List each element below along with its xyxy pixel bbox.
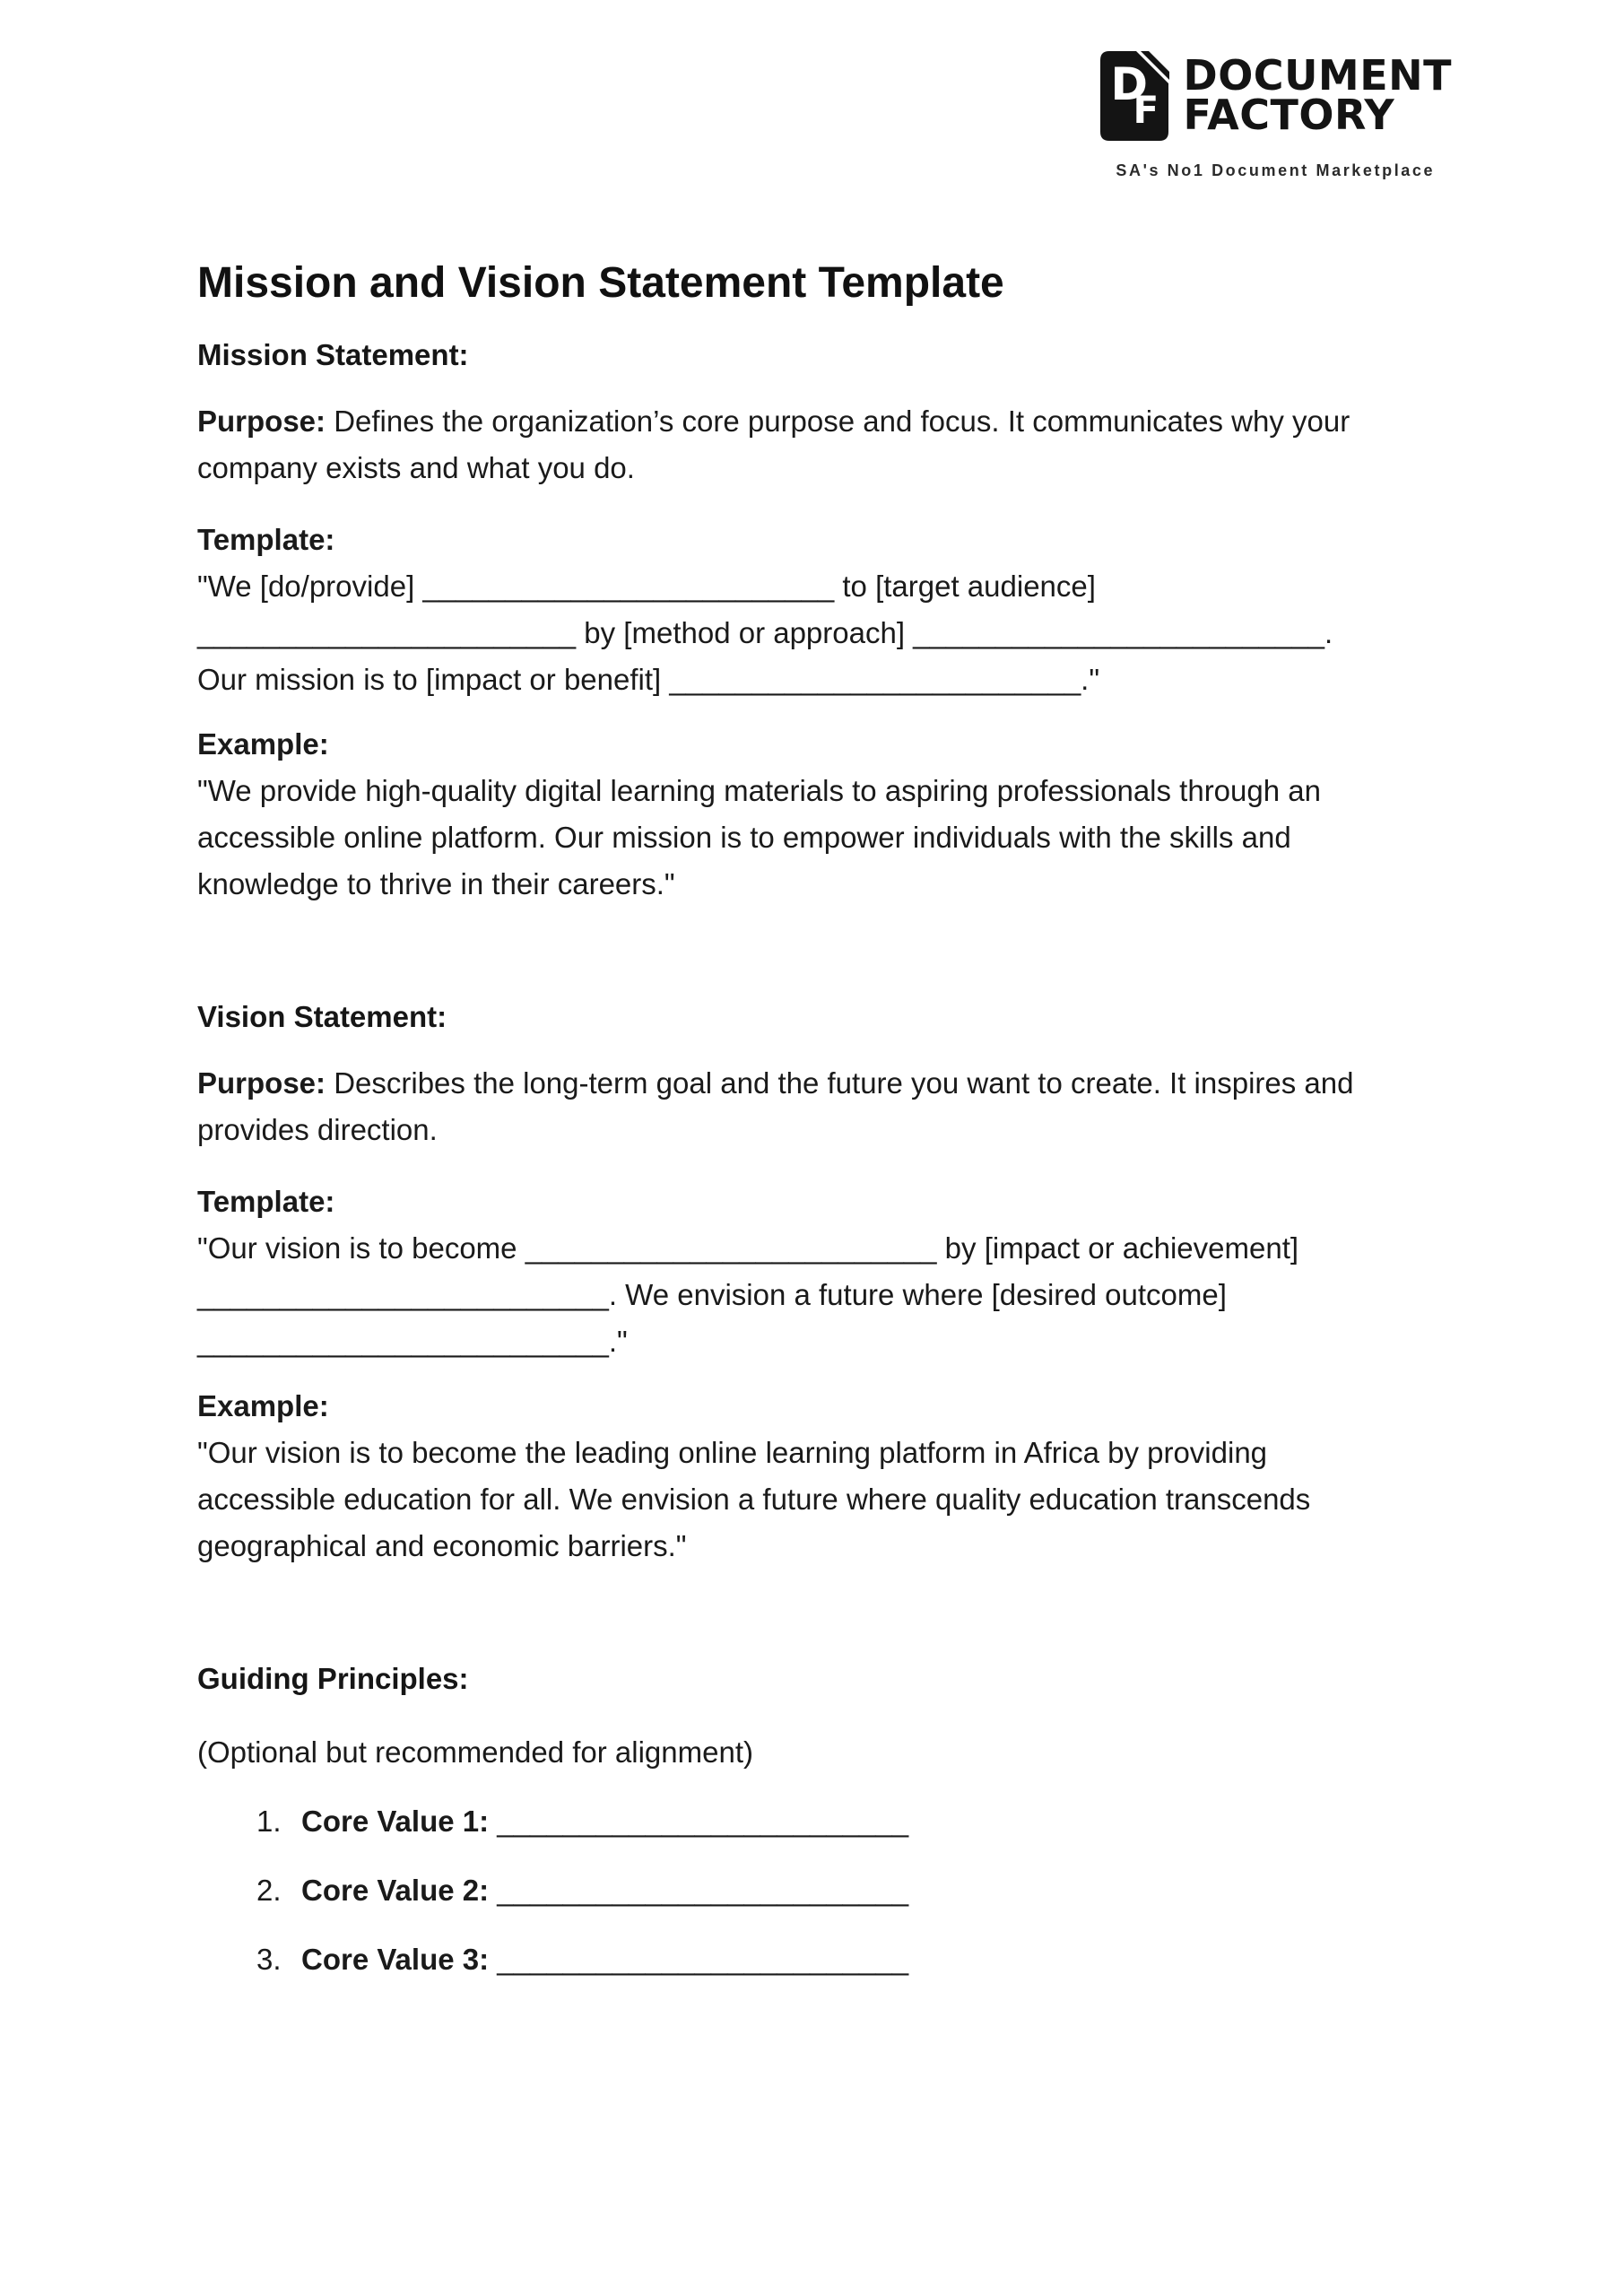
list-item-core-value-2 bbox=[197, 1867, 1435, 1914]
vision-template-block bbox=[197, 1178, 1435, 1365]
mission-example-label: Example: bbox=[197, 727, 329, 761]
vision-purpose-line1-text: Describes the long-term goal and the future you want to create. It inspires and bbox=[334, 1066, 1354, 1100]
guiding-principles-note: (Optional but recommended for alignment) bbox=[197, 1735, 753, 1769]
icon-letter-d: D bbox=[1110, 58, 1149, 110]
icon-letter-f: F bbox=[1133, 88, 1159, 132]
mission-purpose-line1-text: Defines the organization’s core purpose and focus. It communicates why your bbox=[334, 404, 1350, 438]
page-title: Mission and Vision Statement Template bbox=[197, 259, 1004, 307]
mission-template-line2: _______________________ by [method or approach] _________________________. bbox=[197, 616, 1333, 649]
list-item-core-value-3 bbox=[197, 1936, 1435, 1983]
list-number-2: 2. bbox=[256, 1874, 282, 1907]
list-number-1: 1. bbox=[256, 1805, 282, 1838]
document-content bbox=[197, 0, 1435, 1983]
core-value-3-blank: _________________________ bbox=[497, 1943, 909, 1976]
mission-purpose-line1 bbox=[197, 398, 1435, 445]
core-value-2-label: Core Value 2: bbox=[301, 1874, 490, 1907]
mission-purpose-line2: company exists and what you do. bbox=[197, 451, 635, 484]
vision-purpose-paragraph bbox=[197, 1060, 1435, 1153]
mission-template-line1: "We [do/provide] _________________________ to [target audience] bbox=[197, 570, 1096, 603]
mission-example-line1: "We provide high-quality digital learning materials to aspiring professionals through an bbox=[197, 774, 1321, 807]
mission-example-line3: knowledge to thrive in their careers." bbox=[197, 867, 675, 900]
core-value-3-label: Core Value 3: bbox=[301, 1943, 490, 1976]
vision-template-line2: _________________________. We envision a future where [desired outcome] bbox=[197, 1278, 1227, 1311]
brand-tagline: SA's No1 Document Marketplace bbox=[1116, 161, 1436, 179]
vision-template-line3: _________________________." bbox=[197, 1325, 628, 1358]
vision-purpose-label: Purpose: bbox=[197, 1066, 326, 1100]
brand-wordmark-line1: DOCUMENT bbox=[1183, 51, 1452, 100]
core-value-1-label: Core Value 1: bbox=[301, 1805, 490, 1838]
vision-example-label: Example: bbox=[197, 1389, 329, 1422]
mission-template-line3: Our mission is to [impact or benefit] _________________________." bbox=[197, 663, 1100, 696]
vision-purpose-line1 bbox=[197, 1060, 1435, 1107]
vision-template-label: Template: bbox=[197, 1185, 335, 1218]
mission-purpose-label: Purpose: bbox=[197, 404, 326, 438]
mission-example-block bbox=[197, 721, 1435, 908]
core-value-1-blank: _________________________ bbox=[497, 1805, 909, 1838]
vision-purpose-line2: provides direction. bbox=[197, 1113, 438, 1146]
mission-example-line2: accessible online platform. Our mission is to empower individuals with the skills and bbox=[197, 821, 1291, 854]
mission-heading: Mission Statement: bbox=[197, 338, 469, 371]
brand-wordmark-line2: FACTORY bbox=[1183, 91, 1395, 139]
guiding-principles-heading: Guiding Principles: bbox=[197, 1662, 469, 1695]
vision-template-line1: "Our vision is to become _________________________ by [impact or achievement] bbox=[197, 1231, 1299, 1265]
vision-example-line3: geographical and economic barriers." bbox=[197, 1529, 687, 1562]
mission-template-label: Template: bbox=[197, 523, 335, 556]
mission-template-block bbox=[197, 517, 1435, 703]
vision-example-line2: accessible education for all. We envision a future where quality education transcends bbox=[197, 1483, 1311, 1516]
vision-example-block bbox=[197, 1383, 1435, 1570]
guiding-principles-list bbox=[197, 1798, 1435, 1983]
vision-example-line1: "Our vision is to become the leading online learning platform in Africa by providing bbox=[197, 1436, 1268, 1469]
list-item-core-value-1 bbox=[197, 1798, 1435, 1845]
core-value-2-blank: _________________________ bbox=[497, 1874, 909, 1907]
vision-heading: Vision Statement: bbox=[197, 1000, 447, 1033]
list-number-3: 3. bbox=[256, 1943, 282, 1976]
mission-purpose-paragraph bbox=[197, 398, 1435, 491]
